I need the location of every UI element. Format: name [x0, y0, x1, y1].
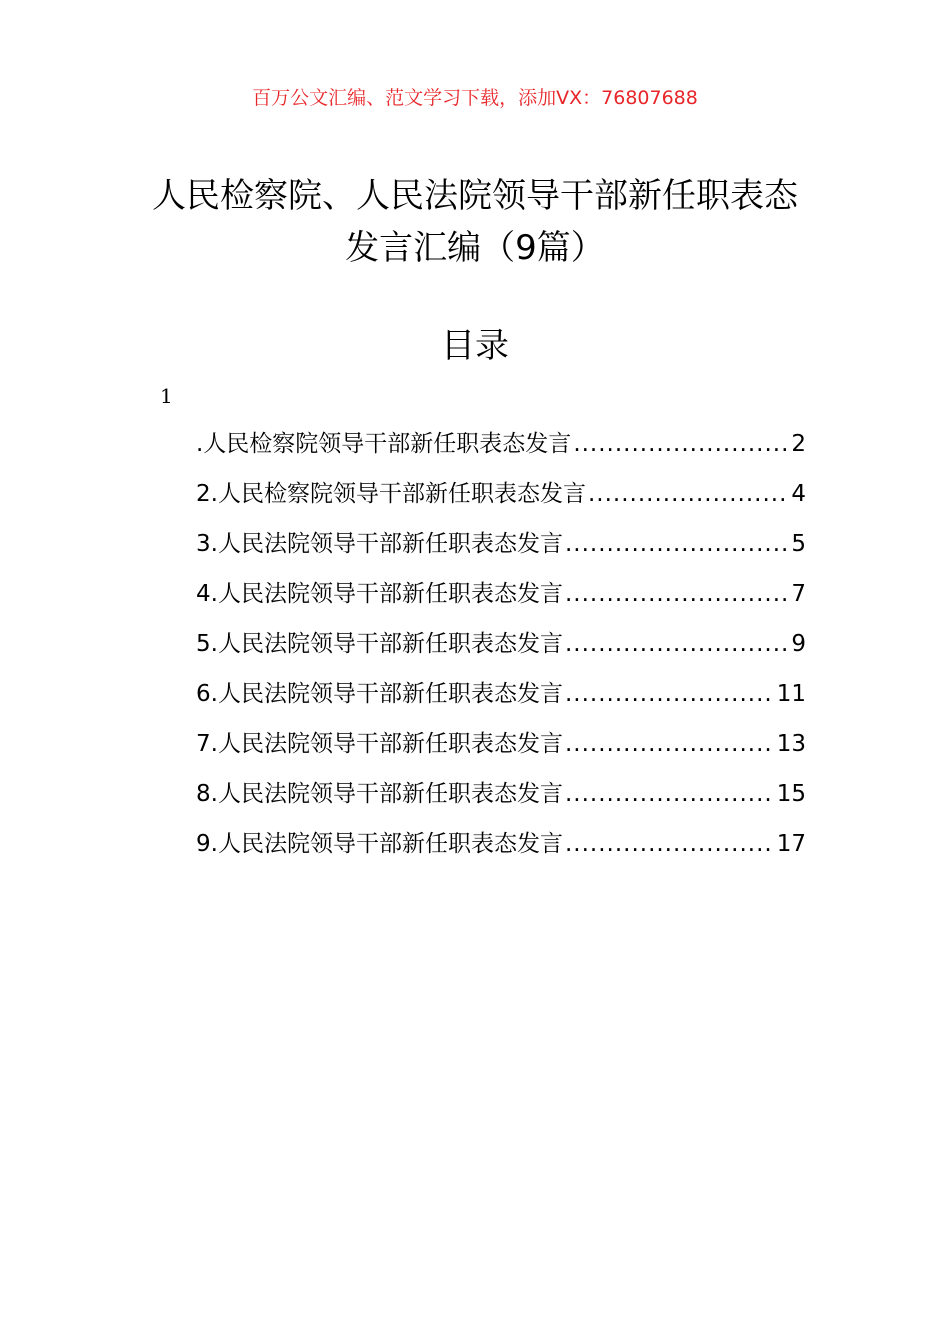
toc-entry-page: 4	[791, 481, 806, 507]
toc-entry-page: 2	[791, 431, 806, 457]
toc-entry-text: 8.人民法院领导干部新任职表态发言	[196, 781, 563, 807]
toc-entry-text: 6.人民法院领导干部新任职表态发言	[196, 681, 563, 707]
toc-entry-text: 5.人民法院领导干部新任职表态发言	[196, 631, 563, 657]
toc-entry-page: 15	[776, 781, 806, 807]
toc-list	[196, 426, 806, 876]
toc-entry[interactable]	[196, 826, 806, 876]
toc-entry-text: 7.人民法院领导干部新任职表态发言	[196, 731, 563, 757]
toc-entry-page: 17	[776, 831, 806, 857]
toc-dot-leader	[565, 526, 789, 562]
toc-dot-leader	[588, 476, 789, 512]
toc-dot-leader	[565, 626, 789, 662]
toc-entry[interactable]	[196, 476, 806, 526]
toc-entry-page: 13	[776, 731, 806, 757]
toc-entry-text: 2.人民检察院领导干部新任职表态发言	[196, 481, 586, 507]
toc-dot-leader	[565, 726, 775, 762]
toc-dot-leader	[565, 776, 775, 812]
toc-entry[interactable]	[196, 526, 806, 576]
toc-entry-page: 7	[791, 581, 806, 607]
toc-entry-text: 9.人民法院领导干部新任职表态发言	[196, 831, 563, 857]
toc-entry[interactable]	[196, 426, 806, 476]
toc-dot-leader	[565, 826, 775, 862]
toc-entry[interactable]	[196, 776, 806, 826]
toc-entry-page: 9	[791, 631, 806, 657]
toc-entry[interactable]	[196, 726, 806, 776]
toc-dot-leader	[565, 676, 775, 712]
toc-entry-page: 5	[791, 531, 806, 557]
toc-entry-text: .人民检察院领导干部新任职表态发言	[196, 431, 572, 457]
toc-dot-leader	[565, 576, 789, 612]
toc-entry-text: 4.人民法院领导干部新任职表态发言	[196, 581, 563, 607]
toc-entry[interactable]	[196, 626, 806, 676]
stray-number: 1	[160, 384, 173, 408]
toc-entry[interactable]	[196, 676, 806, 726]
toc-dot-leader	[573, 426, 789, 462]
toc-heading: 目录	[441, 326, 509, 366]
header-note: 百万公文汇编、范文学习下载，添加VX：76807688	[252, 87, 698, 109]
toc-entry-page: 11	[776, 681, 806, 707]
toc-entry[interactable]	[196, 576, 806, 626]
toc-entry-text: 3.人民法院领导干部新任职表态发言	[196, 531, 563, 557]
document-title: 人民检察院、人民法院领导干部新任职表态发言汇编（9篇）	[152, 176, 798, 268]
